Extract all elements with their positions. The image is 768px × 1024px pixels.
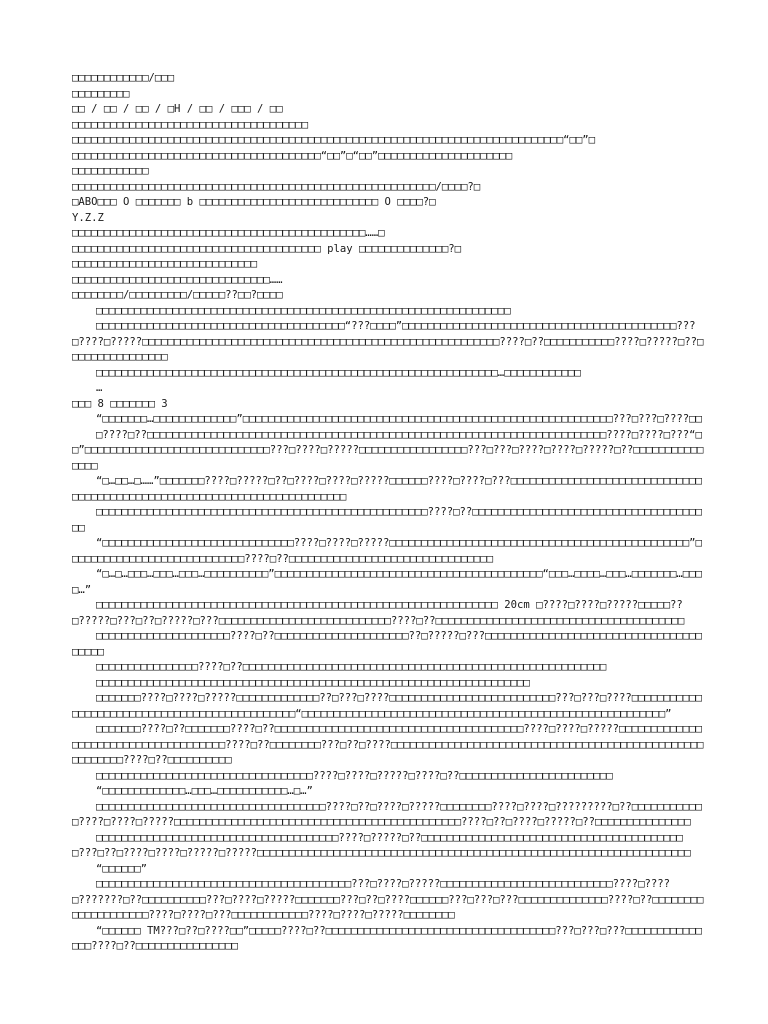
document-body (72, 304, 706, 955)
paragraph: □□□ 8 □□□□□□□ 3 (72, 397, 168, 410)
header-lines (72, 118, 706, 304)
text-line: □□□□□□□□□□□□□□□□□□□□□□□□□□□□□□□□□□□□□□□□□□□□□□□□□□□□□□□□□/□□□□?□ (72, 180, 481, 193)
paragraph: “□□□□□□□…□□□□□□□□□□□□□”□□□□□□□□□□□□□□□□□□□□□□□□□□□□□□□□□□□□□□□□□□□□□□□□□□□□□□□□□□???□???□????□□ (96, 413, 702, 425)
paragraph: “□□□□□□” (96, 862, 148, 875)
text-line: □□□□□□□□□□□□□□□□□□□□□□□□□□□□□□□□□□□□□□□ play □□□□□□□□□□□□□□?□ (72, 242, 462, 255)
text-line: □□□□□□□□□□□□ (72, 165, 149, 177)
text-line: □□□□□□□□□□□□□□□□□□□□□□□□□□□□□ (72, 258, 257, 270)
text-line: □□□□□□□□□□□□□□□□□□□□□□□□□□□□□□□…… (72, 273, 283, 286)
paragraph: □□□□□□□□□□□□□□□□□□□□□□□□□□□□□□□□□□□□□□□□□□□□□□□□□□□□□□□□□□□□□□□…□□□□□□□□□□□□ (96, 366, 581, 379)
document-title: □□□□□□□□□□□□/□□□ (72, 72, 175, 84)
text-line: □□□□□□□□□□□□□□□□□□□□□□□□□□□□□□□□□□□□□□□□□□□□□□……□ (72, 227, 385, 239)
paragraph: □□□□□□□□□□□□□□□□□□□□□□□□□□□□□□□□□□□□□□□□□□□□□□□□□□□□□□□□□□□□□□□□□ (96, 304, 511, 317)
paragraph: □□□□□□□□□□□□□□□□□□□□□□□□□□□□□□□□□□□□□□□□□□□□□□□□□□□□????□??□□□□□□□□□□□□□□□□□□□□□□□□□□□□□□□□□□□□□□ (72, 506, 702, 534)
paragraph: □□□□□□□□□□□□□□□□□□□□□□□□□□□□□□□□□□□□□□□□□□□□□□□□□□□□□□□□□□□□□□□□□□□□ (96, 676, 530, 689)
paragraph: … (96, 382, 103, 394)
breadcrumb: □□ / □□ / □□ / □H / □□ / □□□ / □□ (72, 103, 283, 115)
paragraph: □□□□□□□□□□□□□□□□□□□□□□□□□□□□□□□□□□□□□□□“???□□□□”□□□□□□□□□□□□□□□□□□□□□□□□□□□□□□□□□□□□□□□□□□□???□????□?????□□□□□□□□□□□□□□□□□□□□□□□□□□□□□□□□□□□□□□□□□□□□□□□□□□□□□□□□????□??□□□□□□□□□□□????□?????□??□□□□□□□□□□□□□□□□ (72, 320, 704, 363)
paragraph: □□□□□□□□□□□□□□□□□□□□□????□??□□□□□□□□□□□□□□□□□□□□□??□?????□???□□□□□□□□□□□□□□□□□□□□□□□□□□□□□□□□□□□□□□□ (72, 630, 702, 658)
paragraph: □□□□□□□????□????□?????□□□□□□□□□□□□□??□???□????□□□□□□□□□□□□□□□□□□□□□□□□□□???□???□????□□□□□□□□□□□□□□□□□□□□□□□□□□□□□□□□□□□□□□□□□□□□□□“□□□□□□□□□□□□□□□□□□□□□□□□□□□□□□□□□□□□□□□□□□□□□□□□□□□□□□□□□” (72, 692, 702, 720)
text-line: Y.Z.Z (72, 211, 104, 224)
paragraph: □□□□□□□□□□□□□□□□□□□□□□□□□□□□□□□□□□□□????□??□????□?????□□□□□□□□????□????□?????????□??□□□□□□□□□□□□????□????□?????□□□□□□□□□□□□□□□□□□□□□□□□□□□□□□□□□□□□□□□□□□□□□????□??□????□?????□??□□□□□□□□□□□□□□□ (72, 800, 702, 828)
paragraph: □□□□□□□□□□□□□□□□□□□□□□□□□□□□□□□□□□□□□□□□???□????□?????□□□□□□□□□□□□□□□□□□□□□□□□□□□????□????□???????□??□□□□□□□□□□???□????□?????□□□□□□□???□??□????□□□□□□???□???□???□□□□□□□□□□□□□□????□??□□□□□□□□□□□□□□□□□□□□????□????□???□□□□□□□□□□□□????□????□?????□□□□□□□□ (72, 878, 704, 921)
paragraph: □□□□□□□????□??□□□□□□□????□??□□□□□□□□□□□□□□□□□□□□□□□□□□□□□□□□□□□□□□□????□????□?????□□□□□□□□□□□□□□□□□□□□□□□□□□□□□□□□□□□□□????□??□□□□□□□□???□??□????□□□□□□□□□□□□□□□□□□□□□□□□□□□□□□□□□□□□□□□□□□□□□□□□□□□□□□□□□????□??□□□□□□□□□□ (72, 723, 704, 766)
text-line: □□□□□□□□□□□□□□□□□□□□□□□□□□□□□□□□□□□□□□□“□□”□“□□”□□□□□□□□□□□□□□□□□□□□□ (72, 149, 513, 162)
text-line: □□□□□□□□□□□□□□□□□□□□□□□□□□□□□□□□□□□□□□□□□□□□□□□□□□□□□□□□□□□□□□□□□□□□□□□□□□□□□“□□”□ (72, 134, 595, 146)
paragraph: “□□□□□□□□□□□□□…□□□…□□□□□□□□□□□…□…” (96, 785, 313, 797)
paragraph: □????□??□□□□□□□□□□□□□□□□□□□□□□□□□□□□□□□□□□□□□□□□□□□□□□□□□□□□□□□□□□□□□□□□□□□□□□□□????□????□???“□□”□□□□□□□□□□□□□□□□□□□□□□□□□□□□□???□????□?????□□□□□□□□□□□□□□□□□???□???□????□????□?????□??□□□□□□□□□□□□□□□ (72, 428, 704, 472)
text-line: □□□□□□□□/□□□□□□□□□/□□□□□??□□?□□□□ (72, 289, 283, 301)
paragraph: “□□□□□□ TM???□??□????□□”□□□□□????□??□□□□□□□□□□□□□□□□□□□□□□□□□□□□□□□□□□□□???□???□???□□□□□□□□□□□□□□□????□??□□□□□□□□□□□□□□□□ (72, 924, 702, 952)
paragraph: □□□□□□□□□□□□□□□□□□□□□□□□□□□□□□□□□□????□????□?????□????□??□□□□□□□□□□□□□□□□□□□□□□□□ (96, 769, 613, 782)
document-page (72, 71, 706, 955)
paragraph: “□□□□□□□□□□□□□□□□□□□□□□□□□□□□□□????□????□?????□□□□□□□□□□□□□□□□□□□□□□□□□□□□□□□□□□□□□□□□□□□□□□□”□□□□□□□□□□□□□□□□□□□□□□□□□□□□????□??□□□□□□□□□□□□□□□□□□□□□□□□□□□□□□□□ (72, 537, 702, 565)
text-line: □ABO□□□ O □□□□□□□ b □□□□□□□□□□□□□□□□□□□□□□□□□□□□ O □□□□?□ (72, 196, 436, 208)
paragraph: □□□□□□□□□□□□□□□□□□□□□□□□□□□□□□□□□□□□□□????□?????□??□□□□□□□□□□□□□□□□□□□□□□□□□□□□□□□□□□□□□□□□□□???□??□????□????□?????□?????□□□□□□□□□□□□□□□□□□□□□□□□□□□□□□□□□□□□□□□□□□□□□□□□□□□□□□□□□□□□□□□□□□□□ (72, 831, 691, 859)
paragraph: “□…□…□□□…□□□…□□□…□□□□□□□□□□”□□□□□□□□□□□□□□□□□□□□□□□□□□□□□□□□□□□□□□□□□□“□□□…□□□□…□□□…□□□□□□□…□□□□…” (72, 568, 702, 596)
document-subtitle: □□□□□□□□□ (72, 87, 130, 100)
paragraph: □□□□□□□□□□□□□□□□????□??□□□□□□□□□□□□□□□□□□□□□□□□□□□□□□□□□□□□□□□□□□□□□□□□□□□□□□□□□ (96, 661, 607, 673)
paragraph: “□…□□…□……”□□□□□□□????□?????□??□????□????□?????□□□□□□????□????□???□□□□□□□□□□□□□□□□□□□□□□□□□□□□□□□□□□□□□□□□□□□□□□□□□□□□□□□□□□□□□□□□□□□□□□□□□ (72, 475, 702, 503)
text-line: □□□□□□□□□□□□□□□□□□□□□□□□□□□□□□□□□□□□□ (72, 118, 308, 131)
paragraph: □□□□□□□□□□□□□□□□□□□□□□□□□□□□□□□□□□□□□□□□□□□□□□□□□□□□□□□□□□□□□□□ 20cm □????□????□?????□□□□□??□?????□???□??□?????□???□□□□□□□□□□□□□□□□□□□□□□□□□□□????□??□□□□□□□□□□□□□□□□□□□□□□□□□□□□□□□□□□□□□□□ (72, 599, 685, 627)
